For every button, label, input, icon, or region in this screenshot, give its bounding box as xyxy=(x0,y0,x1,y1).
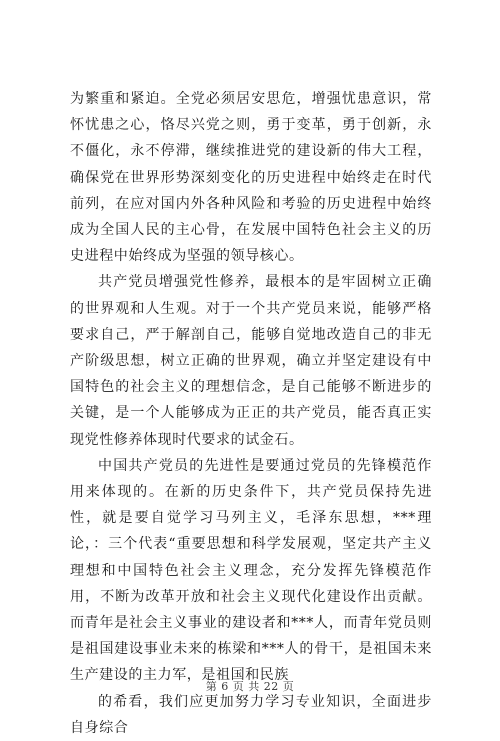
page-footer: 第 6 页 共 22 页 xyxy=(205,680,295,693)
paragraph-3: 中国共产党员的先进性是要通过党员的先锋模范作用来体现的。在新的历史条件下，共产党员保持先进性，就是要自觉学习马列主义，毛泽东思想，***理论，：三个代表“重要思想和科学发展观，坚定共产主义理想和中国特色社会主义理念，充分发挥先锋模范作用，不断为改革开放和社会主义现代化建设作出贡献。而青年是社会主义事业的建设者和***人，而青年党员则是祖国建设事业未来的栋梁和***人的骨干，是祖国未来生产建设的主力军，是祖国和民族 xyxy=(70,457,432,684)
paragraph-1: 为繁重和紧迫。全党必须居安思危，增强忧患意识，常怀忧患之心，恪尽兴党之则，勇于变革，勇于创新，永不僵化，永不停滞，继续推进党的建设新的伟大工程，确保党在世界形势深刻变化的历史进程中始终走在时代前列，在应对国内外各种风险和考验的历史进程中始终成为全国人民的主心骨，在发展中国特色社会主义的历史进程中始终成为坚强的领导核心。 xyxy=(70,91,432,265)
body-text xyxy=(70,86,432,741)
paragraph-4: 的希看，我们应更加努力学习专业知识，全面进步自身综合 xyxy=(70,693,432,736)
paragraph-2: 共产党员增强党性修养，最根本的是牢固树立正确的世界观和人生观。对于一个共产党员来说，能够严格要求自己，严于解剖自己，能够自觉地改造自己的非无产阶级思想，树立正确的世界观，确立并坚定建设有中国特色的社会主义的理想信念，是自己能够不断进步的关键，是一个人能够成为正正的共产党员，能否真正实现党性修养体现时代要求的试金石。 xyxy=(70,274,432,448)
